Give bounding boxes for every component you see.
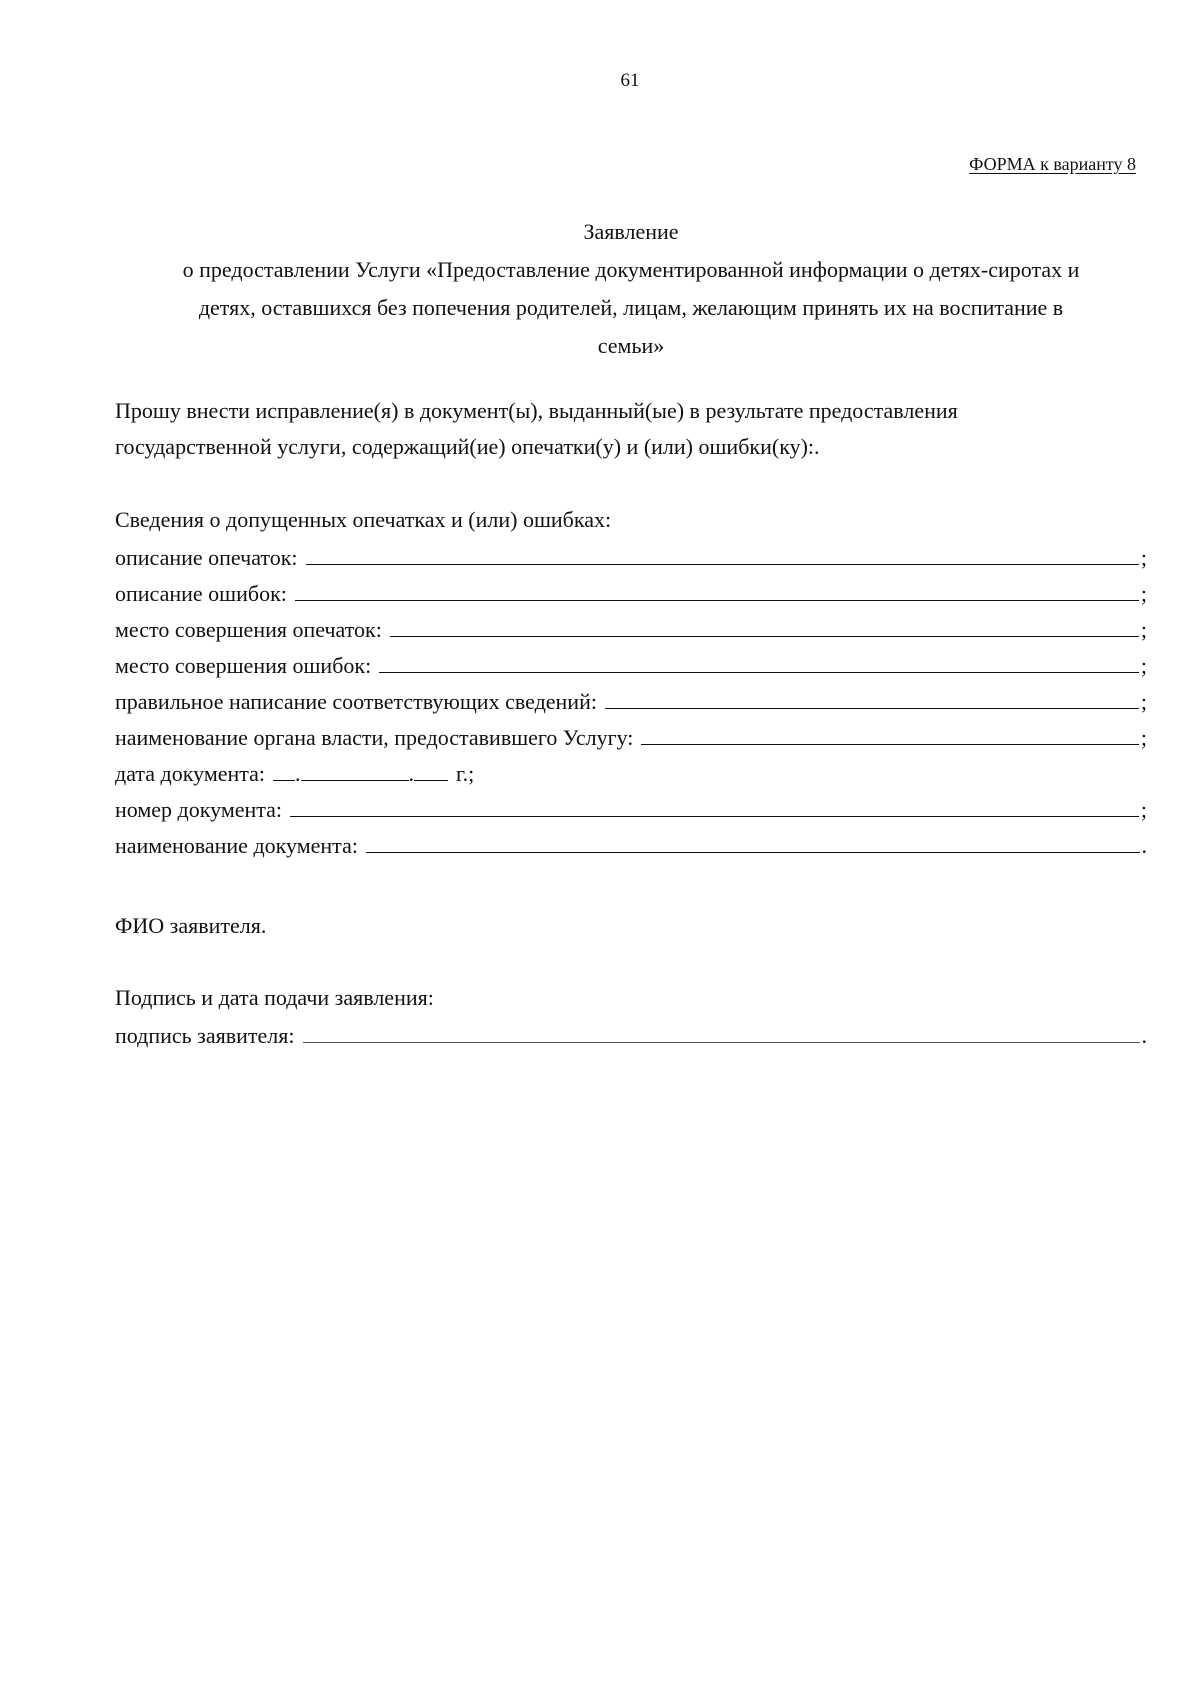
typo-location-blank[interactable] <box>390 610 1139 637</box>
request-line: государственной услуги, содержащий(ие) опечатки(у) и (или) ошибки(ку):. <box>115 434 820 459</box>
document-name-blank[interactable] <box>366 826 1140 853</box>
error-location-blank[interactable] <box>379 646 1139 673</box>
correct-spelling-blank[interactable] <box>605 682 1139 709</box>
date-separator: . <box>408 761 415 786</box>
field-label: подпись заявителя: <box>115 1023 295 1048</box>
page-number: 61 <box>620 70 640 91</box>
date-day-blank[interactable] <box>273 754 295 781</box>
field-terminator: ; <box>1140 545 1147 570</box>
error-description-field <box>115 574 1147 610</box>
year-suffix: г.; <box>456 761 475 786</box>
field-terminator: ; <box>1140 797 1147 822</box>
field-label: наименование органа власти, предоставившего Услугу: <box>115 725 634 750</box>
authority-name-field <box>115 718 1147 754</box>
title-line: детях, оставшихся без попечения родителей, лицам, желающим принять их на воспитание в <box>198 295 1064 320</box>
authority-name-blank[interactable] <box>641 718 1138 745</box>
date-separator: . <box>295 761 301 786</box>
document-number-blank[interactable] <box>290 790 1139 817</box>
title-line: семьи» <box>597 333 665 358</box>
typo-description-blank[interactable] <box>306 538 1139 565</box>
field-label: место совершения опечаток: <box>115 617 382 642</box>
field-terminator: ; <box>1140 617 1147 642</box>
document-name-field <box>115 826 1147 862</box>
correct-spelling-field <box>115 682 1147 718</box>
field-terminator: ; <box>1140 725 1147 750</box>
error-location-field <box>115 646 1147 682</box>
date-month-blank[interactable] <box>301 754 409 781</box>
field-terminator: ; <box>1140 689 1147 714</box>
field-label: описание опечаток: <box>115 545 298 570</box>
date-year-blank[interactable] <box>414 754 448 781</box>
field-terminator: . <box>1141 833 1147 858</box>
request-line: Прошу внести исправление(я) в документ(ы), выданный(ые) в результате предоставления <box>115 398 958 423</box>
applicant-signature-field <box>115 1016 1147 1052</box>
document-title <box>115 213 1147 365</box>
typo-description-field <box>115 538 1147 574</box>
document-date-field <box>115 754 1147 790</box>
form-reference: ФОРМА к варианту 8 <box>969 154 1136 174</box>
field-terminator: ; <box>1140 581 1147 606</box>
applicant-name-label: ФИО заявителя. <box>115 913 267 938</box>
field-label: место совершения ошибок: <box>115 653 372 678</box>
field-terminator: . <box>1141 1023 1147 1048</box>
document-number-field <box>115 790 1147 826</box>
field-label: дата документа: <box>115 761 266 786</box>
field-label: наименование документа: <box>115 833 358 858</box>
title-line: о предоставлении Услуги «Предоставление документированной информации о детях-сиротах и <box>182 257 1080 282</box>
details-heading: Сведения о допущенных опечатках и (или) ошибках: <box>115 507 612 532</box>
error-description-blank[interactable] <box>295 574 1139 601</box>
error-details-section <box>115 502 1147 862</box>
field-label: правильное написание соответствующих сведений: <box>115 689 597 714</box>
applicant-signature-blank[interactable] <box>303 1016 1140 1043</box>
field-label: описание ошибок: <box>115 581 287 606</box>
field-terminator: ; <box>1140 653 1147 678</box>
signature-section <box>115 980 1147 1052</box>
title-heading: Заявление <box>583 219 679 244</box>
typo-location-field <box>115 610 1147 646</box>
field-label: номер документа: <box>115 797 283 822</box>
request-paragraph <box>115 393 1147 465</box>
signature-heading: Подпись и дата подачи заявления: <box>115 985 434 1010</box>
